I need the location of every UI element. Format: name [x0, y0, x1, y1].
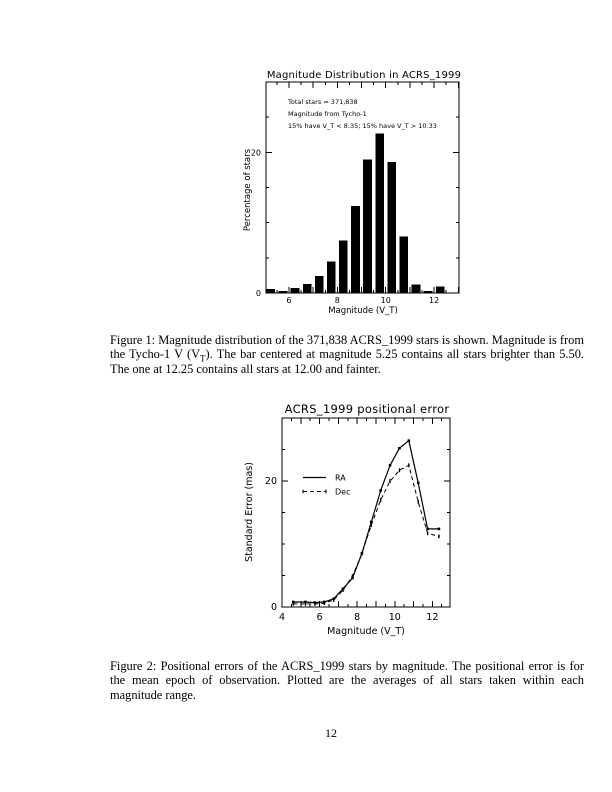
data-point-dec	[427, 531, 428, 535]
data-point-dec	[352, 574, 353, 578]
histogram-bar	[303, 284, 312, 293]
histogram-bar	[315, 276, 324, 293]
chart1-title: Magnitude Distribution in ACRS_1999	[266, 70, 462, 81]
histogram-bar	[291, 288, 300, 293]
x-tick-label: 8	[334, 296, 340, 305]
series-line-ra	[293, 441, 439, 603]
data-point-dec	[333, 598, 334, 602]
x-tick-label: 4	[278, 612, 286, 623]
chart2-title: ACRS_1999 positional error	[284, 402, 450, 416]
figure1-chart	[228, 56, 484, 322]
chart2-plot-area	[265, 418, 450, 623]
histogram-bar	[363, 159, 372, 293]
figure1-caption-text: Figure 1: Magnitude distribution of the 371,838 ACRS_1999 stars is shown. Magnitude is from the Tycho-1 V (V	[110, 333, 584, 362]
data-point-ra	[438, 528, 441, 531]
data-point-dec	[324, 601, 325, 605]
chart1-annotation-source: Magnitude from Tycho-1	[288, 110, 367, 118]
data-point-dec	[438, 535, 439, 539]
histogram-bar	[400, 237, 409, 293]
figure2-chart	[231, 396, 483, 648]
data-point-ra	[398, 447, 401, 450]
histogram-bar	[327, 261, 336, 293]
histogram-bar	[436, 287, 445, 293]
x-tick-label: 12	[428, 296, 440, 305]
x-tick-label: 12	[426, 612, 439, 623]
figure1-caption-text-cont: ). The bar centered at magnitude 5.25 contains all stars brighter than 5.50. The one at 12.25 contains all stars at 12.00 and fainter.	[110, 347, 585, 376]
data-point-ra	[417, 482, 420, 485]
histogram-bar	[375, 133, 384, 293]
y-tick-label: 0	[255, 289, 261, 298]
histogram-bar	[266, 289, 275, 293]
data-point-dec	[399, 468, 400, 472]
chart1-xlabel: Magnitude (V_T)	[328, 306, 398, 316]
data-point-dec	[380, 498, 381, 502]
chart1-annotation-total-stars: Total stars = 371,838	[288, 98, 358, 106]
data-point-dec	[314, 602, 315, 606]
x-tick-label: 8	[354, 612, 361, 623]
legend-dec-label: Dec	[335, 487, 351, 497]
data-point-dec	[408, 463, 409, 467]
chart1-annotation-percentiles: 15% have V_T < 8.35; 15% have V_T > 10.33	[288, 122, 437, 130]
figure1-caption-subscript: T	[200, 353, 206, 364]
figure2-caption: Figure 2: Positional errors of the ACRS_1999 stars by magnitude. The positional error is for the mean epoch of observation. Plotted are the averages of all stars taken within each magnitude range.	[110, 659, 584, 702]
x-tick-label: 6	[316, 612, 323, 623]
data-point-ra	[408, 439, 411, 442]
data-point-dec	[361, 552, 362, 556]
chart2-legend	[303, 474, 350, 497]
data-point-dec	[305, 602, 306, 606]
data-point-dec	[371, 523, 372, 527]
data-point-ra	[379, 489, 382, 492]
histogram-bar	[387, 162, 396, 293]
y-tick-label: 20	[250, 148, 261, 158]
histogram-bar	[412, 285, 421, 293]
data-point-dec	[293, 602, 294, 606]
y-tick-label: 0	[270, 602, 277, 613]
series-line-dec	[293, 465, 439, 604]
y-tick-label: 20	[264, 476, 277, 487]
chart1-ylabel: Percentage of stars	[243, 148, 253, 232]
data-point-dec	[342, 588, 343, 592]
chart2-ylabel: Standard Error (mas)	[244, 462, 255, 562]
x-tick-label: 10	[380, 296, 391, 305]
data-point-ra	[426, 528, 429, 531]
legend-ra-label: RA	[335, 473, 346, 483]
data-point-dec	[418, 500, 419, 504]
figure1-caption	[110, 333, 584, 376]
chart2-xlabel: Magnitude (V_T)	[327, 626, 405, 637]
page-number: 12	[325, 726, 337, 740]
x-tick-label: 6	[286, 296, 292, 305]
data-point-ra	[389, 464, 392, 467]
histogram-bar	[351, 206, 360, 293]
data-point-dec	[389, 479, 390, 483]
x-tick-label: 10	[388, 612, 401, 623]
histogram-bar	[339, 240, 348, 293]
